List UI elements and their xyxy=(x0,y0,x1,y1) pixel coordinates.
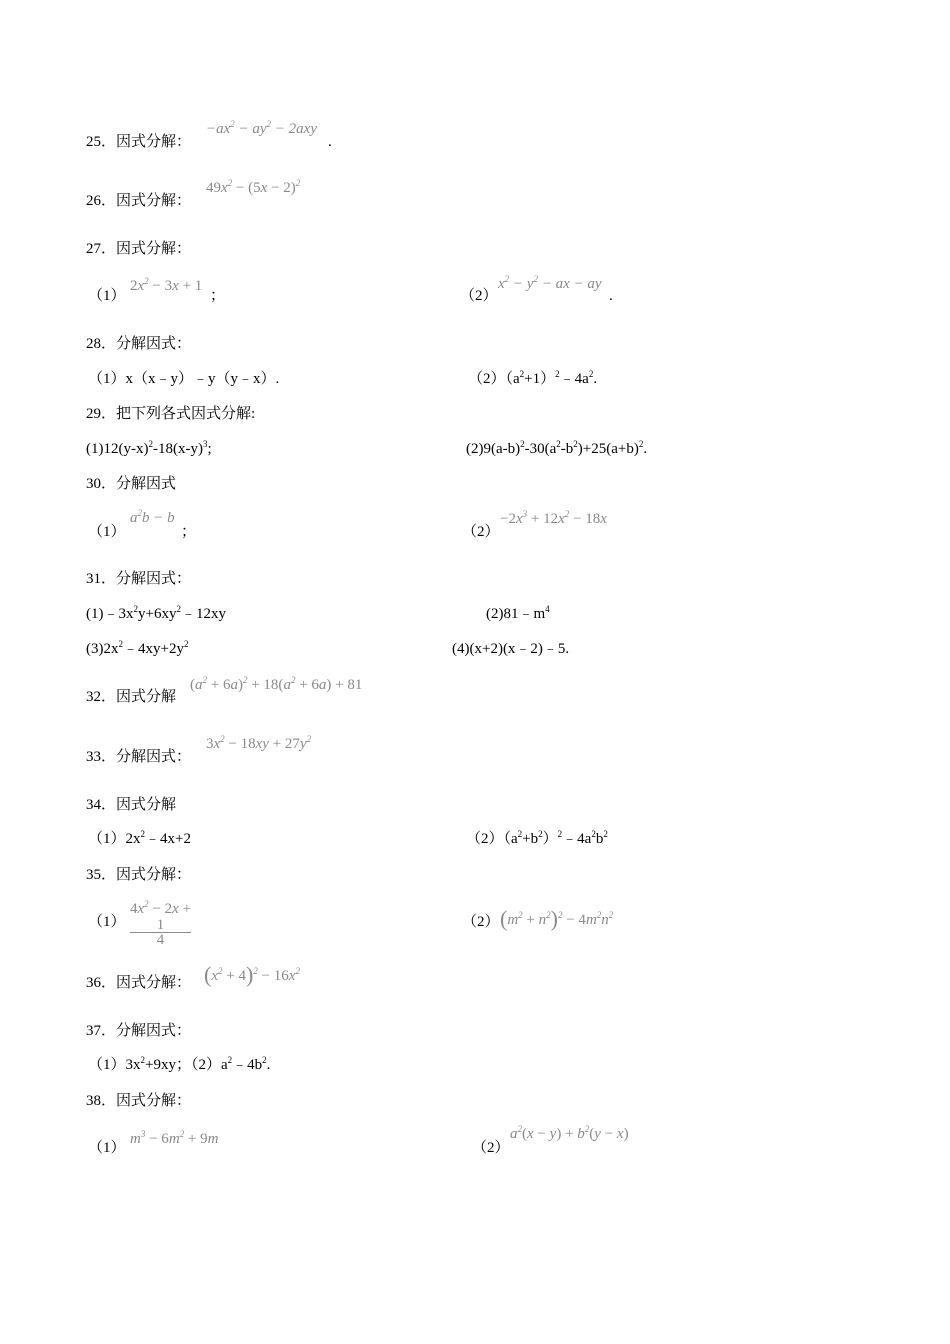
math-expression: $a^2(x - y) + b^2(y - x)$ xyxy=(510,1124,629,1142)
question-label: 分解因式： xyxy=(116,571,192,587)
question-28 xyxy=(86,335,191,353)
period: . xyxy=(328,134,332,150)
part-2-prefix: （2） xyxy=(462,524,500,540)
question-number: 35． xyxy=(86,867,117,883)
question-number: 34． xyxy=(86,797,117,813)
part-2-prefix: （2） xyxy=(460,288,498,304)
math-expression: $-ax^2 - ay^2 - 2axy$ xyxy=(206,119,317,137)
question-label: 因式分解： xyxy=(116,867,192,883)
question-number: 31． xyxy=(86,571,117,587)
math-expression: $a^2b - b$ xyxy=(130,508,175,526)
math-expression: $-2x^3 + 12x^2 - 18x$ xyxy=(500,509,607,527)
question-number: 29． xyxy=(86,406,117,422)
part-2: $(2)9(a-b)^2-30(a^2-b^2)+25(a+b)^2$. xyxy=(466,439,648,457)
question-number: 28． xyxy=(86,336,117,352)
part-3: $(3)2x^2﹣4xy+2y^2$ xyxy=(86,639,189,657)
part-1: $(1)﹣3x^2y+6xy^2﹣12xy$ xyxy=(86,604,226,622)
question-label: 因式分解： xyxy=(116,193,192,209)
part-4: (4)(x+2)(x﹣2)﹣5. xyxy=(452,641,570,657)
question-37 xyxy=(86,1022,191,1040)
question-label: 因式分解： xyxy=(116,975,192,991)
question-label: 因式分解 xyxy=(116,689,177,705)
question-label: 因式分解： xyxy=(116,134,192,150)
part-1-prefix: （1） xyxy=(88,288,126,304)
part-1: （1）x（x﹣y）﹣y（y﹣x）. xyxy=(88,371,280,387)
question-label: 把下列各式因式分解: xyxy=(116,406,256,422)
math-expression: $(m^2 + n^2)^2 - 4m^2n^2$ xyxy=(500,906,614,931)
question-33 xyxy=(86,748,191,766)
question-number: 25． xyxy=(86,134,117,150)
part-1: $(1)12(y-x)^2-18(x-y)^3$; xyxy=(86,439,212,457)
question-label: 因式分解： xyxy=(116,1093,192,1109)
question-number: 37． xyxy=(86,1023,117,1039)
question-label: 因式分解： xyxy=(116,241,192,257)
question-26 xyxy=(86,192,191,210)
part-2-prefix: （2） xyxy=(472,1140,510,1156)
part-2-prefix: （2） xyxy=(462,914,500,930)
math-expression: $2x^2 - 3x + 1$ xyxy=(130,276,203,294)
semicolon: ； xyxy=(210,288,226,304)
question-30 xyxy=(86,475,176,493)
question-29 xyxy=(86,405,255,423)
question-number: 33． xyxy=(86,749,117,765)
question-label: 分解因式： xyxy=(116,336,192,352)
part-1-prefix: （1） xyxy=(88,914,126,930)
question-label: 因式分解 xyxy=(116,797,177,813)
part-1-prefix: （1） xyxy=(88,1140,126,1156)
question-number: 26． xyxy=(86,193,117,209)
question-35 xyxy=(86,866,191,884)
math-expression: $3x^2 - 18xy + 27y^2$ xyxy=(206,734,312,752)
question-25 xyxy=(86,133,191,151)
question-number: 38． xyxy=(86,1093,117,1109)
question-label: 分解因式 xyxy=(116,476,177,492)
question-31 xyxy=(86,570,191,588)
question-27 xyxy=(86,240,191,258)
part-1: $(1)2x^2﹣4x+2$ xyxy=(88,829,191,847)
part-2: $(2)(a^2+1)^2﹣4a^2$. xyxy=(468,369,598,387)
period: . xyxy=(609,288,613,304)
math-expression: $(x^2 + 4)^2 - 16x^2$ xyxy=(204,962,300,987)
question-number: 36． xyxy=(86,975,117,991)
part-1-prefix: （1） xyxy=(88,524,126,540)
question-number: 32． xyxy=(86,689,117,705)
math-expression: $x^2 - y^2$ − ax − ay xyxy=(498,274,602,292)
question-34 xyxy=(86,796,176,814)
math-expression: $4x^2 - 2x$ + 1 4 xyxy=(130,899,192,948)
question-label: 分解因式： xyxy=(116,749,192,765)
math-expression: $49x^2 - (5x - 2)^2$ xyxy=(206,178,301,196)
math-expression: $m^3 - 6m^2 + 9m$ xyxy=(130,1129,219,1147)
question-36 xyxy=(86,974,191,992)
part-2: $(2)81﹣m^4$ xyxy=(486,604,550,622)
question-32 xyxy=(86,688,176,706)
math-expression: $(a^2 + 6a)^2 + 18(a^2 + 6a) + 81$ xyxy=(190,675,363,693)
semicolon: ； xyxy=(181,524,197,540)
question-label: 分解因式： xyxy=(116,1023,192,1039)
part-2: $(2)(a^2+b^2)^2﹣4a^2b^2$ xyxy=(466,829,608,847)
parts: $(1)3x^2+9xy$；$(2)a^2﹣4b^2$. xyxy=(88,1055,271,1073)
question-38 xyxy=(86,1092,191,1110)
question-number: 30． xyxy=(86,476,117,492)
question-number: 27． xyxy=(86,241,117,257)
